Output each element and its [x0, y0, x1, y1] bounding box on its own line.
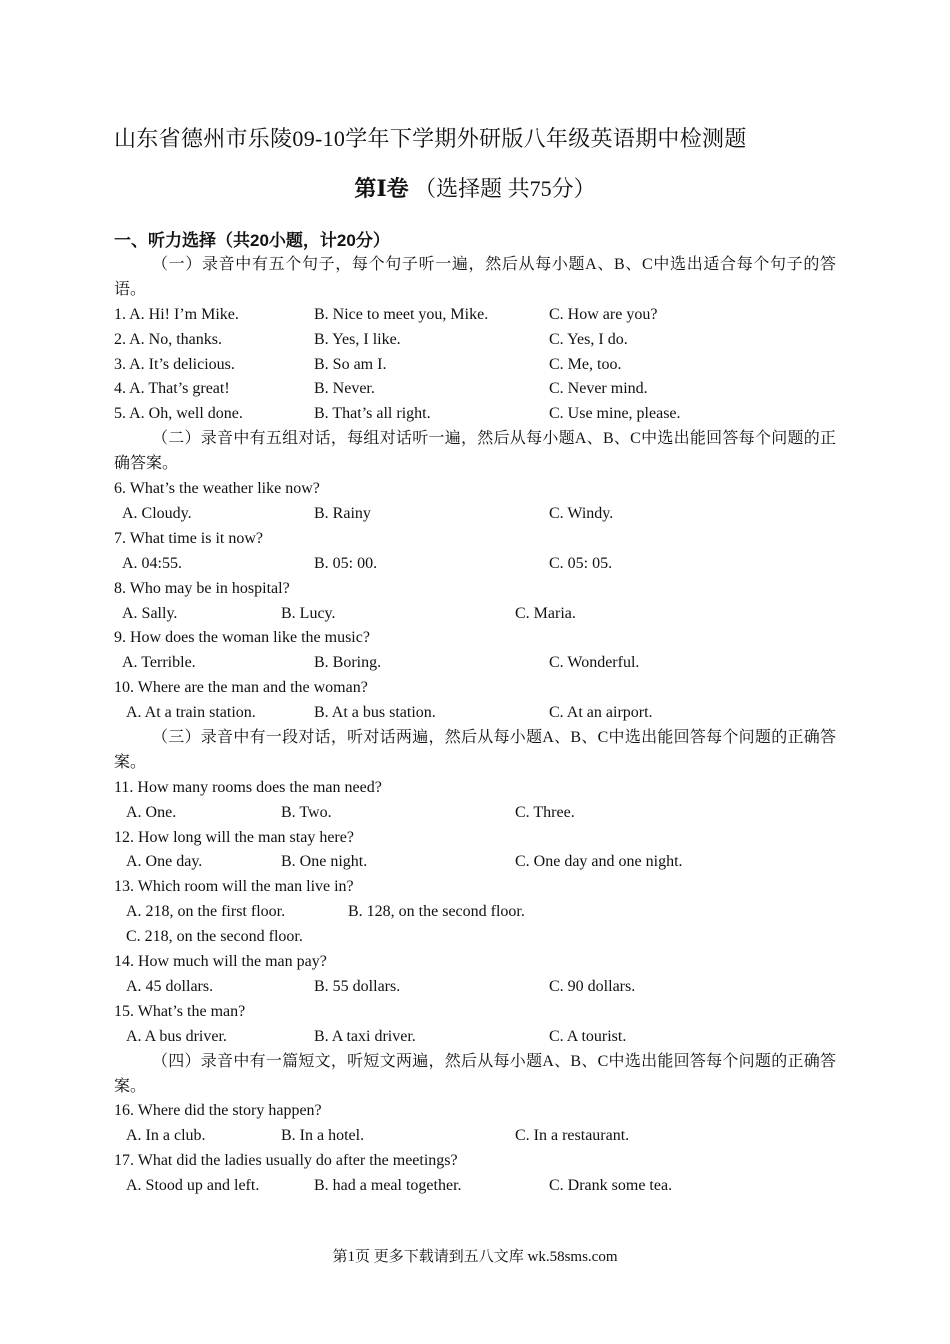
options-row: [114, 602, 836, 627]
options-row: [114, 925, 836, 950]
option-a: A. A bus driver.: [126, 1027, 227, 1045]
option-b: B. Nice to meet you, Mike.: [314, 305, 489, 323]
options-row: [114, 1025, 836, 1050]
option-a: A. One day.: [126, 853, 203, 871]
option-b: B. One night.: [281, 853, 368, 871]
question-text: 7. What time is it now?: [114, 529, 264, 547]
question-text: 12. How long will the man stay here?: [114, 828, 354, 846]
options-row: [114, 651, 836, 676]
options-row: [114, 1174, 836, 1199]
question-text: 10. Where are the man and the woman?: [114, 679, 368, 697]
option-a: 3. A. It’s delicious.: [114, 355, 235, 373]
question-text: 15. What’s the man?: [114, 1002, 246, 1020]
option-c: C. A tourist.: [549, 1027, 627, 1045]
question-row: [114, 377, 836, 402]
question-text: 17. What did the ladies usually do after the meetings?: [114, 1152, 458, 1170]
option-a: A. Stood up and left.: [126, 1177, 260, 1195]
option-c: C. Drank some tea.: [549, 1177, 673, 1195]
part1-intro: （一）录音中有五个句子，每个句子听一遍，然后从每小题A、B、C中选出适合每个句子的答语。: [114, 256, 836, 298]
part2-intro: （二）录音中有五组对话，每组对话听一遍，然后从每小题A、B、C中选出能回答每个问题的正确答案。: [114, 430, 836, 473]
question-row: [114, 303, 836, 328]
option-b: B. That’s all right.: [314, 405, 431, 423]
option-b: B. Boring.: [314, 654, 382, 672]
option-c: C. Me, too.: [549, 355, 622, 373]
option-a: 4. A. That’s great!: [114, 380, 230, 398]
question-row: [114, 353, 836, 378]
options-row: [114, 552, 836, 577]
option-b: B. Yes, I like.: [314, 330, 401, 348]
option-c: C. 05: 05.: [549, 554, 613, 572]
part4-intro: （四）录音中有一篇短文，听短文两遍，然后从每小题A、B、C中选出能回答每个问题的正确答案。: [114, 1052, 836, 1095]
question-text: 13. Which room will the man live in?: [114, 878, 354, 896]
question-text: 8. Who may be in hospital?: [114, 579, 290, 597]
option-c: C. 218, on the second floor.: [126, 928, 303, 946]
option-c: C. At an airport.: [549, 704, 653, 722]
option-b: B. Lucy.: [281, 604, 336, 622]
option-b: B. Rainy: [314, 504, 371, 522]
volume-label: 第Ⅰ卷: [354, 176, 409, 201]
option-a: 1. A. Hi! I’m Mike.: [114, 305, 239, 323]
options-row: [114, 1124, 836, 1149]
option-a: A. Sally.: [122, 604, 178, 622]
option-c: C. Never mind.: [549, 380, 648, 398]
option-c: C. One day and one night.: [515, 853, 683, 871]
option-c: C. Windy.: [549, 504, 614, 522]
option-c: C. Yes, I do.: [549, 330, 628, 348]
question-text: 9. How does the woman like the music?: [114, 629, 370, 647]
option-a: A. 04:55.: [122, 554, 182, 572]
question-text: 14. How much will the man pay?: [114, 953, 327, 971]
option-b: B. Never.: [314, 380, 375, 398]
options-row: [114, 900, 836, 925]
option-a: A. Terrible.: [122, 654, 196, 672]
question-row: [114, 402, 836, 427]
options-row: [114, 975, 836, 1000]
options-row: [114, 502, 836, 527]
question-content: [114, 253, 836, 1199]
option-c: C. Three.: [515, 803, 575, 821]
option-b: B. 05: 00.: [314, 554, 378, 572]
part3-intro: （三）录音中有一段对话，听对话两遍，然后从每小题A、B、C中选出能回答每个问题的正确答案。: [114, 728, 836, 771]
question-text: 11. How many rooms does the man need?: [114, 778, 382, 796]
question-text: 6. What’s the weather like now?: [114, 480, 320, 498]
option-b: B. A taxi driver.: [314, 1027, 416, 1045]
page-footer: 第1页 更多下载请到五八文库 wk.58sms.com: [332, 1249, 618, 1265]
question-text: 16. Where did the story happen?: [114, 1102, 322, 1120]
question-row: [114, 328, 836, 353]
volume-subtitle: （选择题 共75分）: [414, 176, 596, 201]
options-row: [114, 850, 836, 875]
option-a: A. 218, on the first floor.: [126, 903, 286, 921]
option-a: A. At a train station.: [126, 704, 256, 722]
options-row: [114, 701, 836, 726]
option-a: 2. A. No, thanks.: [114, 330, 222, 348]
option-b: B. Two.: [281, 803, 332, 821]
options-row: [114, 801, 836, 826]
option-a: 5. A. Oh, well done.: [114, 405, 243, 423]
option-c: C. How are you?: [549, 305, 658, 323]
section-title: 一、听力选择（共20小题，计20分）: [114, 231, 390, 250]
option-c: C. In a restaurant.: [515, 1127, 630, 1145]
option-b: B. At a bus station.: [314, 704, 436, 722]
option-a: A. 45 dollars.: [126, 977, 214, 995]
option-b: B. had a meal together.: [314, 1177, 462, 1195]
option-c: C. 90 dollars.: [549, 977, 636, 995]
option-c: C. Wonderful.: [549, 654, 640, 672]
option-c: C. Use mine, please.: [549, 405, 681, 423]
option-c: C. Maria.: [515, 604, 576, 622]
volume-title: [0, 172, 950, 203]
document-title: 山东省德州市乐陵09-10学年下学期外研版八年级英语期中检测题: [114, 126, 747, 151]
option-a: A. Cloudy.: [122, 504, 192, 522]
option-b: B. In a hotel.: [281, 1127, 365, 1145]
option-b: B. So am I.: [314, 355, 387, 373]
option-a: A. In a club.: [126, 1127, 206, 1145]
option-b: B. 128, on the second floor.: [348, 903, 525, 921]
option-a: A. One.: [126, 803, 177, 821]
option-b: B. 55 dollars.: [314, 977, 401, 995]
